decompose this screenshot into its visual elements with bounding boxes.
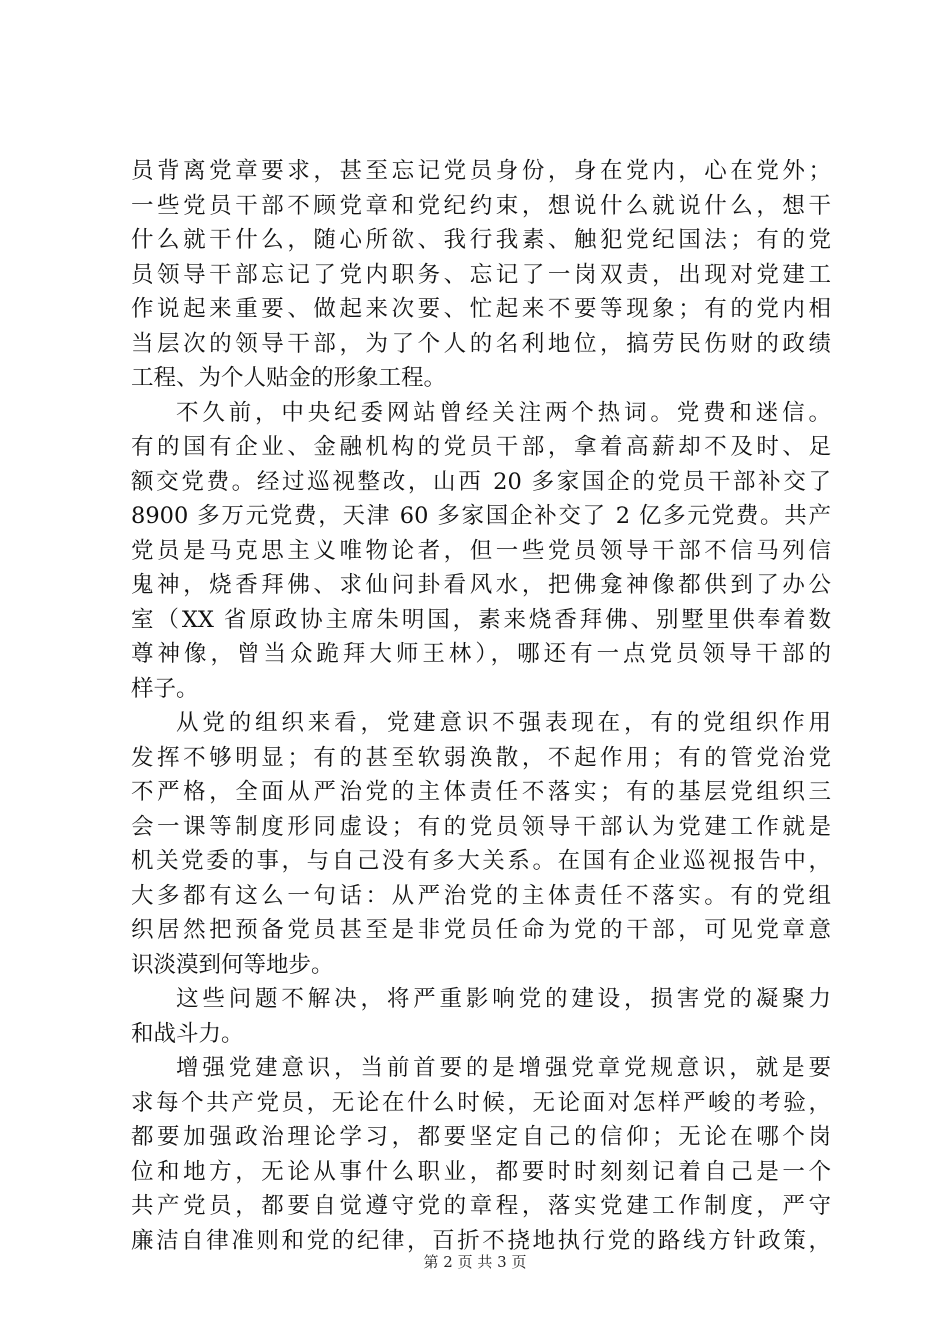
- text-line: 鬼神，烧香拜佛、求仙问卦看风水，把佛龛神像都供到了办公: [131, 572, 831, 598]
- text-line: 大多都有这么一句话：从严治党的主体责任不落实。有的党组: [131, 882, 831, 909]
- text-line: 位和地方，无论从事什么职业，都要时时刻刻记着自己是一个: [131, 1158, 831, 1185]
- text-line: 共产党员，都要自觉遵守党的章程，落实党建工作制度，严守: [131, 1193, 831, 1219]
- text-line: 工程、为个人贴金的形象工程。: [131, 365, 447, 391]
- text-line: 和战斗力。: [131, 1020, 244, 1047]
- text-line: 员背离党章要求，甚至忘记党员身份，身在党内，心在党外；: [131, 158, 831, 184]
- text-line: 求每个共产党员，无论在什么时候，无论面对怎样严峻的考验，: [131, 1089, 831, 1116]
- text-line: 廉洁自律准则和党的纪律，百折不挠地执行党的路线方针政策，: [131, 1227, 831, 1254]
- text-line: 8900 多万元党费，天津 60 多家国企补交了 2 亿多元党费。共产: [131, 503, 831, 529]
- text-line: 一些党员干部不顾党章和党纪约束，想说什么就说什么，想干: [131, 192, 831, 219]
- text-line: 室（XX 省原政协主席朱明国，素来烧香拜佛、别墅里供奉着数: [131, 606, 831, 633]
- text-line: 员领导干部忘记了党内职务、忘记了一岗双责，出现对党建工: [131, 261, 831, 288]
- text-line: 都要加强政治理论学习，都要坚定自己的信仰；无论在哪个岗: [131, 1124, 831, 1150]
- text-line: 识淡漠到何等地步。: [131, 951, 334, 978]
- text-line: 这些问题不解决，将严重影响党的建设，损害党的凝聚力: [176, 986, 831, 1012]
- text-line: 发挥不够明显；有的甚至软弱涣散，不起作用；有的管党治党: [131, 744, 831, 771]
- text-line: 样子。: [131, 675, 199, 702]
- text-line: 不严格，全面从严治党的主体责任不落实；有的基层党组织三: [131, 779, 831, 805]
- text-line: 不久前，中央纪委网站曾经关注两个热词。党费和迷信。: [176, 399, 831, 426]
- text-line: 党员是马克思主义唯物论者，但一些党员领导干部不信马列信: [131, 537, 831, 564]
- text-line: 织居然把预备党员甚至是非党员任命为党的干部，可见党章意: [131, 917, 831, 943]
- text-line: 机关党委的事，与自己没有多大关系。在国有企业巡视报告中，: [131, 848, 831, 874]
- text-line: 增强党建意识，当前首要的是增强党章党规意识，就是要: [176, 1055, 831, 1081]
- text-line: 尊神像，曾当众跪拜大师王林），哪还有一点党员领导干部的: [131, 641, 831, 667]
- page-footer: 第 2 页 共 3 页: [423, 1253, 527, 1271]
- text-line: 额交党费。经过巡视整改，山西 20 多家国企的党员干部补交了: [131, 468, 831, 495]
- text-line: 当层次的领导干部，为了个人的名利地位，搞劳民伤财的政绩: [131, 330, 831, 357]
- text-line: 从党的组织来看，党建意识不强表现在，有的党组织作用: [176, 710, 831, 736]
- text-line: 作说起来重要、做起来次要、忙起来不要等现象；有的党内相: [131, 296, 831, 322]
- body-text: [131, 154, 831, 1258]
- text-line: 有的国有企业、金融机构的党员干部，拿着高薪却不及时、足: [131, 434, 831, 460]
- text-line: 什么就干什么，随心所欲、我行我素、触犯党纪国法；有的党: [131, 227, 831, 253]
- text-line: 会一课等制度形同虚设；有的党员领导干部认为党建工作就是: [131, 813, 831, 840]
